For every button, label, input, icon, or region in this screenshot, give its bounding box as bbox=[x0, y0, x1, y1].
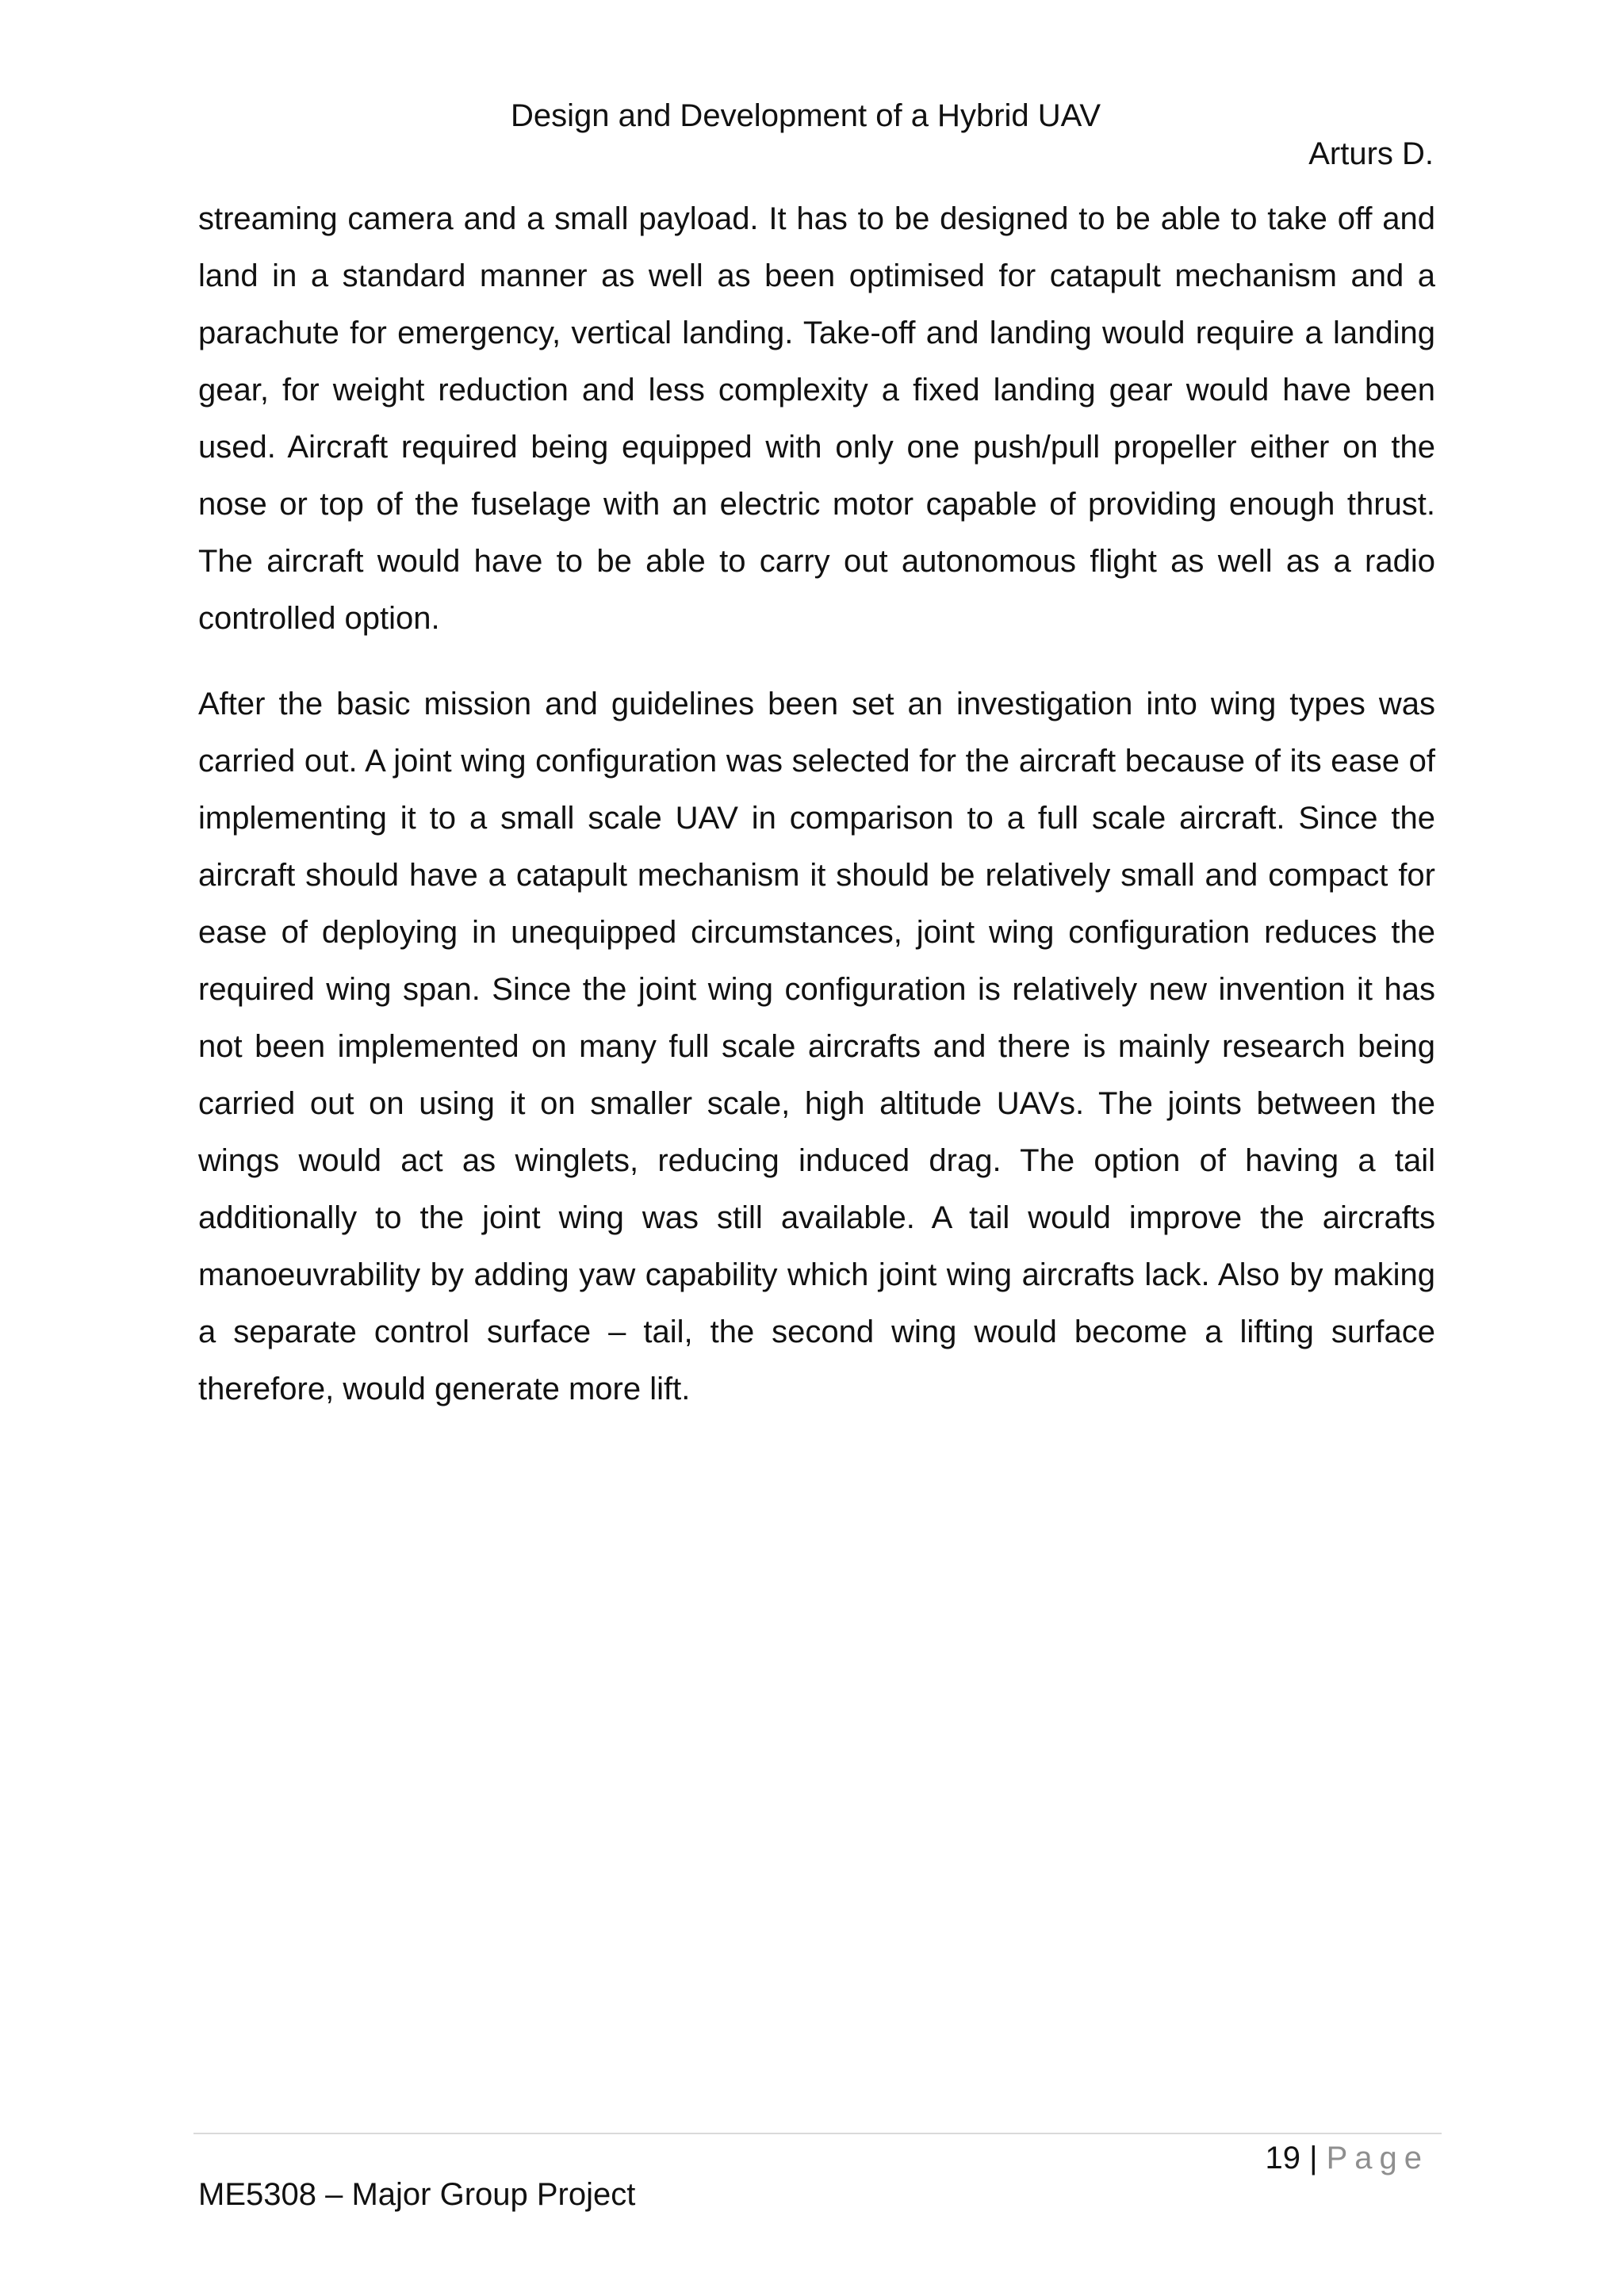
page-number-label bbox=[1265, 2136, 1429, 2180]
paragraph-1: streaming camera and a small payload. It has to be designed to be able to take off and land in a standard manner as well as been optimised for catapult mechanism and a parachute for emergency, vertical landing. Take-off and landing would require a landing gear, for weight reduction and less complexity a fixed landing gear would have been used. Aircraft required being equipped with only one push/pull propeller either on the nose or top of the fuselage with an electric motor capable of providing enough thrust. The aircraft would have to be able to carry out autonomous flight as well as a radio controlled option. bbox=[198, 201, 1435, 636]
page-separator: | bbox=[1300, 2141, 1327, 2175]
page-number: 19 bbox=[1265, 2141, 1300, 2175]
footer-course: ME5308 – Major Group Project bbox=[198, 2177, 636, 2212]
header-title: Design and Development of a Hybrid UAV bbox=[510, 98, 1101, 133]
paragraph-2: After the basic mission and guidelines been set an investigation into wing types was carried out. A joint wing configuration was selected for the aircraft because of its ease of implementing it to a small scale UAV in comparison to a full scale aircraft. Since the aircraft should have a catapult mechanism it should be relatively small and compact for ease of deploying in unequipped circumstances, joint wing configuration reduces the required wing span. Since the joint wing configuration is relatively new invention it has not been implemented on many full scale aircrafts and there is mainly research being carried out on using it on smaller scale, high altitude UAVs. The joints between the wings would act as winglets, reducing induced drag. The option of having a tail additionally to the joint wing was still available. A tail would improve the aircrafts manoeuvrability by adding yaw capability which joint wing aircrafts lack. Also by making a separate control surface – tail, the second wing would become a lifting surface therefore, would generate more lift. bbox=[198, 687, 1435, 1406]
header-author: Arturs D. bbox=[1308, 136, 1434, 171]
body-text bbox=[198, 190, 1435, 1418]
page-word: Page bbox=[1326, 2141, 1429, 2175]
footer-divider bbox=[193, 2133, 1442, 2134]
